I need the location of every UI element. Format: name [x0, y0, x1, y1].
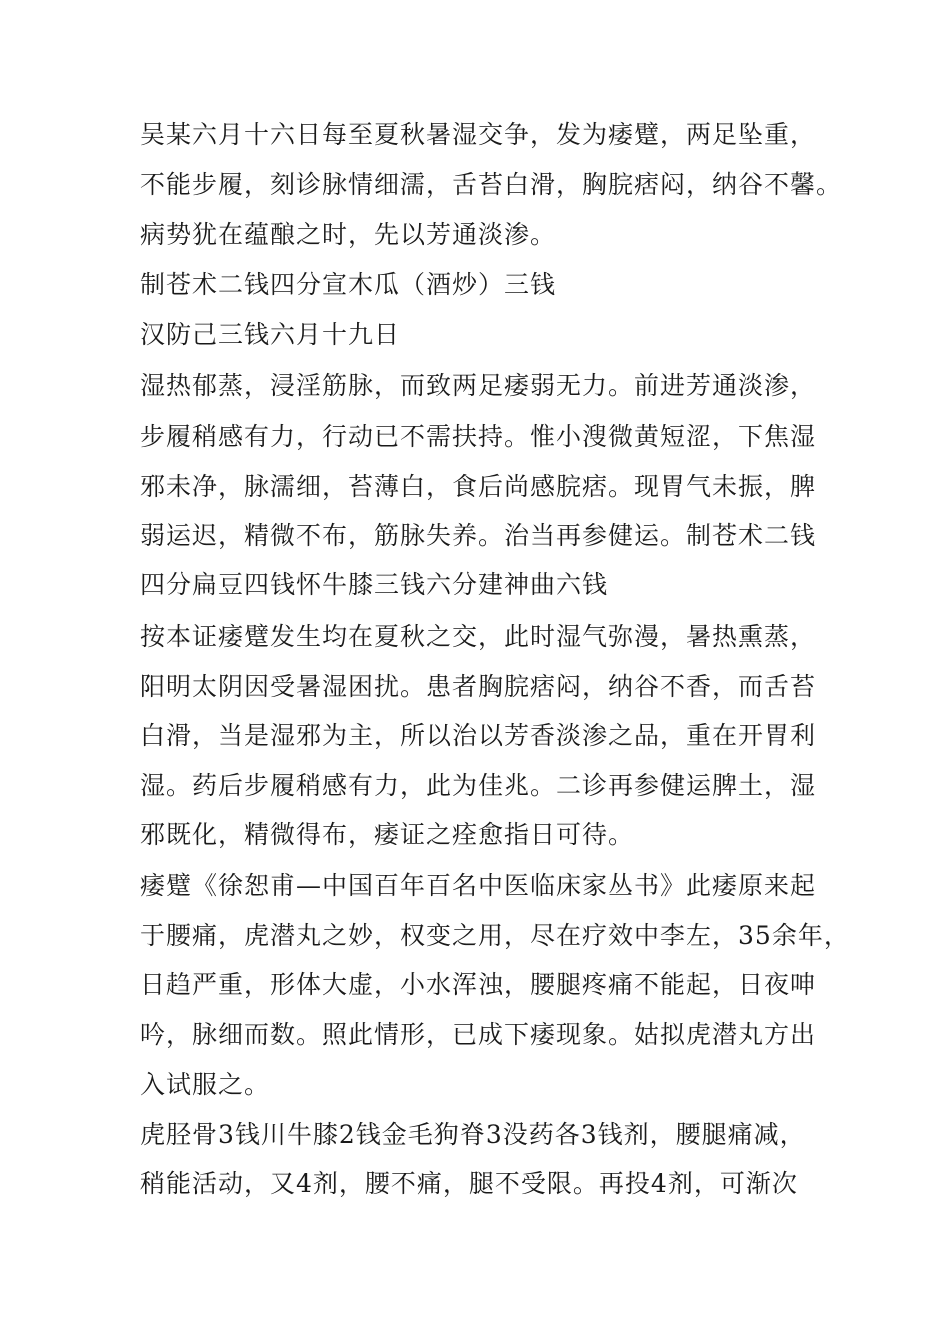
- text-line: 汉防己三钱六月十九日: [140, 320, 401, 349]
- text-line: 病势犹在蕴酿之时，先以芳通淡渗。: [140, 220, 557, 249]
- text-line: 不能步履，刻诊脉情细濡，舌苔白滑，胸脘痞闷，纳谷不馨。: [140, 170, 843, 199]
- text-line: 湿。药后步履稍感有力，此为佳兆。二诊再参健运脾土，湿: [140, 771, 817, 800]
- text-line: 白滑，当是湿邪为主，所以治以芳香淡渗之品，重在开胃利: [140, 721, 817, 750]
- text-line: 日趋严重，形体大虚，小水浑浊，腰腿疼痛不能起，日夜呻: [140, 970, 817, 999]
- text-line: 四分扁豆四钱怀牛膝三钱六分建神曲六钱: [140, 570, 609, 599]
- text-line: 于腰痛，虎潜丸之妙，权变之用，尽在疗效中李左，35余年，: [140, 921, 850, 950]
- text-line: 吟，脉细而数。照此情形，已成下痿现象。姑拟虎潜丸方出: [140, 1020, 817, 1049]
- text-line: 按本证痿躄发生均在夏秋之交，此时湿气弥漫，暑热熏蒸，: [140, 622, 817, 651]
- text-line: 虎胫骨3钱川牛膝2钱金毛狗脊3没药各3钱剂，腰腿痛减，: [140, 1120, 806, 1149]
- text-line: 入试服之。: [140, 1070, 271, 1099]
- text-line: 弱运迟，精微不布，筋脉失养。治当再参健运。制苍术二钱: [140, 521, 817, 550]
- text-line: 吴某六月十六日每至夏秋暑湿交争，发为痿躄，两足坠重，: [140, 120, 817, 149]
- text-line: 稍能活动，又4剂，腰不痛，腿不受限。再投4剂，可渐次: [140, 1169, 798, 1198]
- text-line: 邪既化，精微得布，痿证之痊愈指日可待。: [140, 820, 635, 849]
- text-line: 阳明太阴因受暑湿困扰。患者胸脘痞闷，纳谷不香，而舌苔: [140, 672, 817, 701]
- text-line: 痿躄《徐恕甫—中国百年百名中医临床家丛书》此痿原来起: [140, 871, 817, 900]
- text-line: 制苍术二钱四分宣木瓜（酒炒）三钱: [140, 270, 557, 299]
- text-line: 步履稍感有力，行动已不需扶持。惟小溲微黄短涩，下焦湿: [140, 422, 817, 451]
- text-line: 湿热郁蒸，浸淫筋脉，而致两足痿弱无力。前进芳通淡渗，: [140, 371, 817, 400]
- text-line: 邪未净，脉濡细，苔薄白，食后尚感脘痞。现胃气未振，脾: [140, 472, 817, 501]
